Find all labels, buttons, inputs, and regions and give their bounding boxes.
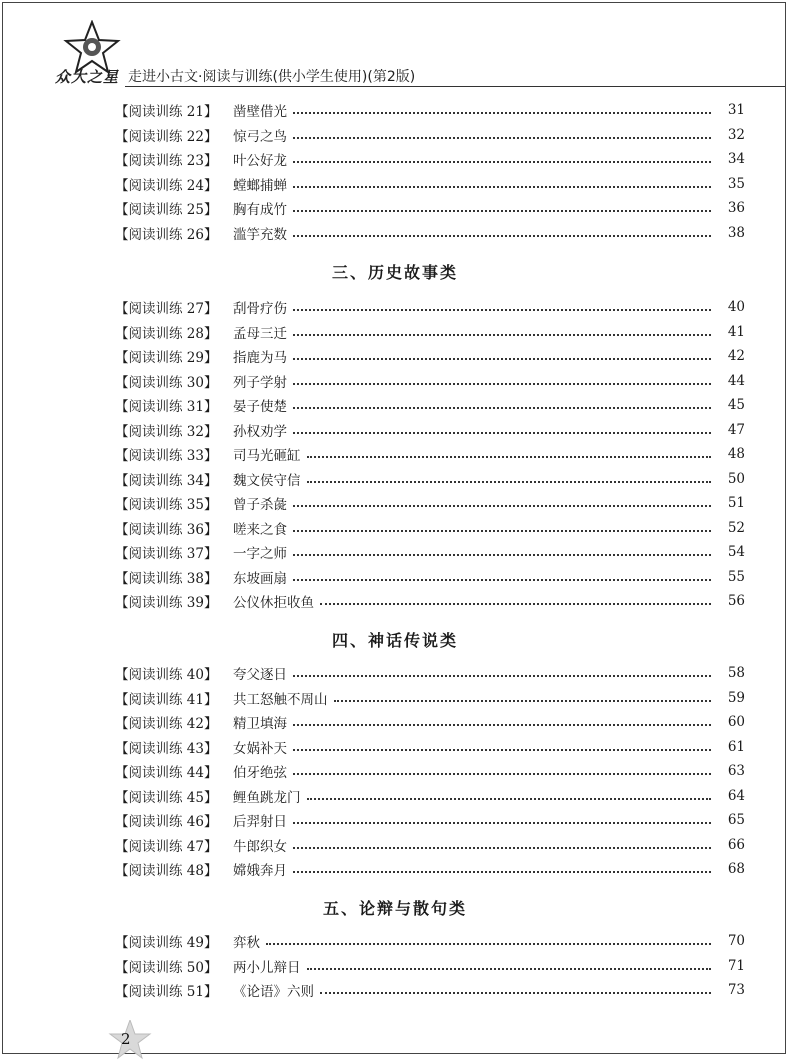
toc-row[interactable] [115, 173, 745, 195]
header-rule [125, 86, 785, 87]
exercise-label: 【阅读训练 34】 [115, 472, 218, 489]
toc-row[interactable] [115, 662, 745, 684]
lesson-title: 《论语》六则 [233, 984, 314, 1000]
page-number: 35 [727, 175, 745, 192]
exercise-label: 【阅读训练 27】 [115, 301, 218, 317]
toc-row[interactable] [115, 345, 745, 367]
toc-row[interactable] [115, 197, 745, 219]
leader-dots [293, 579, 711, 581]
toc-row[interactable] [115, 443, 745, 465]
lesson-title: 共工怒触不周山 [233, 691, 328, 708]
lesson-title: 公仪休拒收鱼 [233, 595, 314, 611]
page-number: 48 [727, 446, 745, 462]
lesson-title: 凿壁借光 [233, 104, 287, 120]
exercise-label: 【阅读训练 29】 [115, 350, 218, 366]
lesson-title: 女娲补天 [233, 740, 287, 757]
book-title: 走进小古文·阅读与训练(供小学生使用)(第2版) [128, 69, 416, 85]
leader-dots [307, 456, 712, 458]
page-number: 45 [727, 397, 745, 413]
brand-name: 众大之星 [55, 68, 120, 86]
lesson-title: 滥竽充数 [233, 226, 287, 243]
exercise-label: 【阅读训练 37】 [115, 546, 218, 562]
toc-row[interactable] [115, 99, 745, 121]
footer-page-number: 2 [121, 1030, 131, 1048]
exercise-label: 【阅读训练 36】 [115, 521, 218, 538]
leader-dots [293, 235, 711, 237]
page-number: 64 [727, 787, 745, 804]
leader-dots [293, 505, 711, 507]
toc-row[interactable] [115, 785, 745, 807]
exercise-label: 【阅读训练 31】 [115, 399, 218, 415]
toc-row[interactable] [115, 321, 745, 343]
toc-row[interactable] [115, 492, 745, 514]
page-number: 52 [727, 519, 745, 536]
lesson-title: 司马光砸缸 [233, 448, 301, 464]
exercise-label: 【阅读训练 38】 [115, 570, 218, 587]
page-number: 42 [727, 348, 745, 364]
leader-dots [266, 943, 711, 945]
toc-row[interactable] [115, 394, 745, 416]
leader-dots [307, 968, 712, 970]
lesson-title: 孟母三迁 [233, 325, 287, 342]
leader-dots [307, 798, 712, 800]
toc-row[interactable] [115, 517, 745, 539]
exercise-label: 【阅读训练 32】 [115, 423, 218, 440]
toc-row[interactable] [115, 979, 745, 1001]
page-number: 47 [727, 421, 745, 438]
exercise-label: 【阅读训练 47】 [115, 838, 218, 855]
leader-dots [293, 530, 711, 532]
lesson-title: 列子学射 [233, 374, 287, 391]
lesson-title: 两小儿辩日 [233, 959, 301, 976]
section-heading-debate: 五、论辩与散句类 [322, 899, 467, 918]
page-number: 40 [727, 299, 745, 315]
exercise-label: 【阅读训练 49】 [115, 935, 218, 951]
exercise-label: 【阅读训练 45】 [115, 789, 218, 806]
page-number: 44 [727, 372, 745, 389]
lesson-title: 指鹿为马 [233, 350, 287, 366]
leader-dots [293, 137, 711, 139]
leader-dots [320, 603, 711, 605]
leader-dots [293, 773, 711, 775]
page-number: 68 [727, 861, 745, 877]
toc-row[interactable] [115, 370, 745, 392]
exercise-label: 【阅读训练 41】 [115, 691, 218, 708]
toc-row[interactable] [115, 955, 745, 977]
exercise-label: 【阅读训练 23】 [115, 153, 218, 169]
page-number: 55 [727, 568, 745, 585]
lesson-title: 魏文侯守信 [233, 472, 301, 489]
page-number: 31 [727, 102, 745, 118]
toc-row[interactable] [115, 687, 745, 709]
leader-dots [320, 992, 711, 994]
lesson-title: 叶公好龙 [233, 153, 287, 169]
lesson-title: 晏子使楚 [233, 399, 287, 415]
lesson-title: 东坡画扇 [233, 570, 287, 587]
lesson-title: 螳螂捕蝉 [233, 177, 287, 194]
page-number: 41 [727, 323, 745, 340]
leader-dots [293, 309, 711, 311]
toc-row[interactable] [115, 124, 745, 146]
exercise-label: 【阅读训练 26】 [115, 226, 218, 243]
toc-row[interactable] [115, 419, 745, 441]
exercise-label: 【阅读训练 22】 [115, 128, 218, 145]
page-number: 36 [727, 200, 745, 216]
lesson-title: 牛郎织女 [233, 838, 287, 855]
page-number: 73 [727, 982, 745, 998]
exercise-label: 【阅读训练 44】 [115, 765, 218, 781]
leader-dots [293, 675, 711, 677]
page-number: 65 [727, 812, 745, 828]
toc-row[interactable] [115, 930, 745, 952]
page-number: 63 [727, 763, 745, 779]
exercise-label: 【阅读训练 30】 [115, 374, 218, 391]
leader-dots [293, 407, 711, 409]
page-number: 50 [727, 470, 745, 487]
leader-dots [293, 847, 711, 849]
page-number: 60 [727, 714, 745, 730]
page-number: 61 [727, 738, 745, 755]
leader-dots [293, 871, 711, 873]
lesson-title: 胸有成竹 [233, 202, 287, 218]
section-heading-history: 三、历史故事类 [331, 263, 458, 282]
exercise-label: 【阅读训练 35】 [115, 497, 218, 513]
lesson-title: 精卫填海 [233, 716, 287, 732]
page-number: 51 [727, 495, 745, 511]
exercise-label: 【阅读训练 25】 [115, 202, 218, 218]
exercise-label: 【阅读训练 33】 [115, 448, 218, 464]
lesson-title: 惊弓之鸟 [233, 128, 287, 145]
toc-row[interactable] [115, 809, 745, 831]
lesson-title: 弈秋 [233, 935, 260, 951]
leader-dots [293, 161, 711, 163]
page-number: 34 [727, 151, 745, 167]
toc-row[interactable] [115, 711, 745, 733]
page-number: 32 [727, 126, 745, 143]
exercise-label: 【阅读训练 21】 [115, 104, 218, 120]
page-number: 71 [727, 957, 745, 974]
page-number: 38 [727, 224, 745, 241]
toc-row[interactable] [115, 760, 745, 782]
toc-row[interactable] [115, 148, 745, 170]
exercise-label: 【阅读训练 42】 [115, 716, 218, 732]
exercise-label: 【阅读训练 46】 [115, 814, 218, 830]
page-number: 59 [727, 689, 745, 706]
toc-row[interactable] [115, 858, 745, 880]
page-number: 56 [727, 593, 745, 609]
lesson-title: 后羿射日 [233, 814, 287, 830]
leader-dots [293, 749, 711, 751]
exercise-label: 【阅读训练 43】 [115, 740, 218, 757]
lesson-title: 孙权劝学 [233, 423, 287, 440]
lesson-title: 曾子杀彘 [233, 497, 287, 513]
page-number: 66 [727, 836, 745, 853]
toc-row[interactable] [115, 222, 745, 244]
exercise-label: 【阅读训练 51】 [115, 984, 218, 1000]
lesson-title: 伯牙绝弦 [233, 765, 287, 781]
leader-dots [293, 186, 711, 188]
page-number: 70 [727, 933, 745, 949]
toc-row[interactable] [115, 468, 745, 490]
leader-dots [293, 554, 711, 556]
leader-dots [293, 112, 711, 114]
section-heading-myths: 四、神话传说类 [331, 631, 458, 650]
toc-row[interactable] [115, 296, 745, 318]
leader-dots [293, 432, 711, 434]
toc-row[interactable] [115, 566, 745, 588]
lesson-title: 一字之师 [233, 546, 287, 562]
toc-row[interactable] [115, 541, 745, 563]
leader-dots [293, 822, 711, 824]
exercise-label: 【阅读训练 24】 [115, 177, 218, 194]
lesson-title: 刮骨疗伤 [233, 301, 287, 317]
leader-dots [293, 358, 711, 360]
exercise-label: 【阅读训练 40】 [115, 667, 218, 683]
page-number: 54 [727, 544, 745, 560]
lesson-title: 嗟来之食 [233, 521, 287, 538]
exercise-label: 【阅读训练 28】 [115, 325, 218, 342]
exercise-label: 【阅读训练 39】 [115, 595, 218, 611]
lesson-title: 嫦娥奔月 [233, 863, 287, 879]
exercise-label: 【阅读训练 48】 [115, 863, 218, 879]
leader-dots [293, 724, 711, 726]
leader-dots [293, 334, 711, 336]
toc-row[interactable] [115, 736, 745, 758]
exercise-label: 【阅读训练 50】 [115, 959, 218, 976]
leader-dots [334, 700, 712, 702]
leader-dots [293, 210, 711, 212]
leader-dots [307, 481, 712, 483]
toc-row[interactable] [115, 590, 745, 612]
leader-dots [293, 383, 711, 385]
toc-row[interactable] [115, 834, 745, 856]
page-number: 58 [727, 665, 745, 681]
lesson-title: 夸父逐日 [233, 667, 287, 683]
lesson-title: 鲤鱼跳龙门 [233, 789, 301, 806]
